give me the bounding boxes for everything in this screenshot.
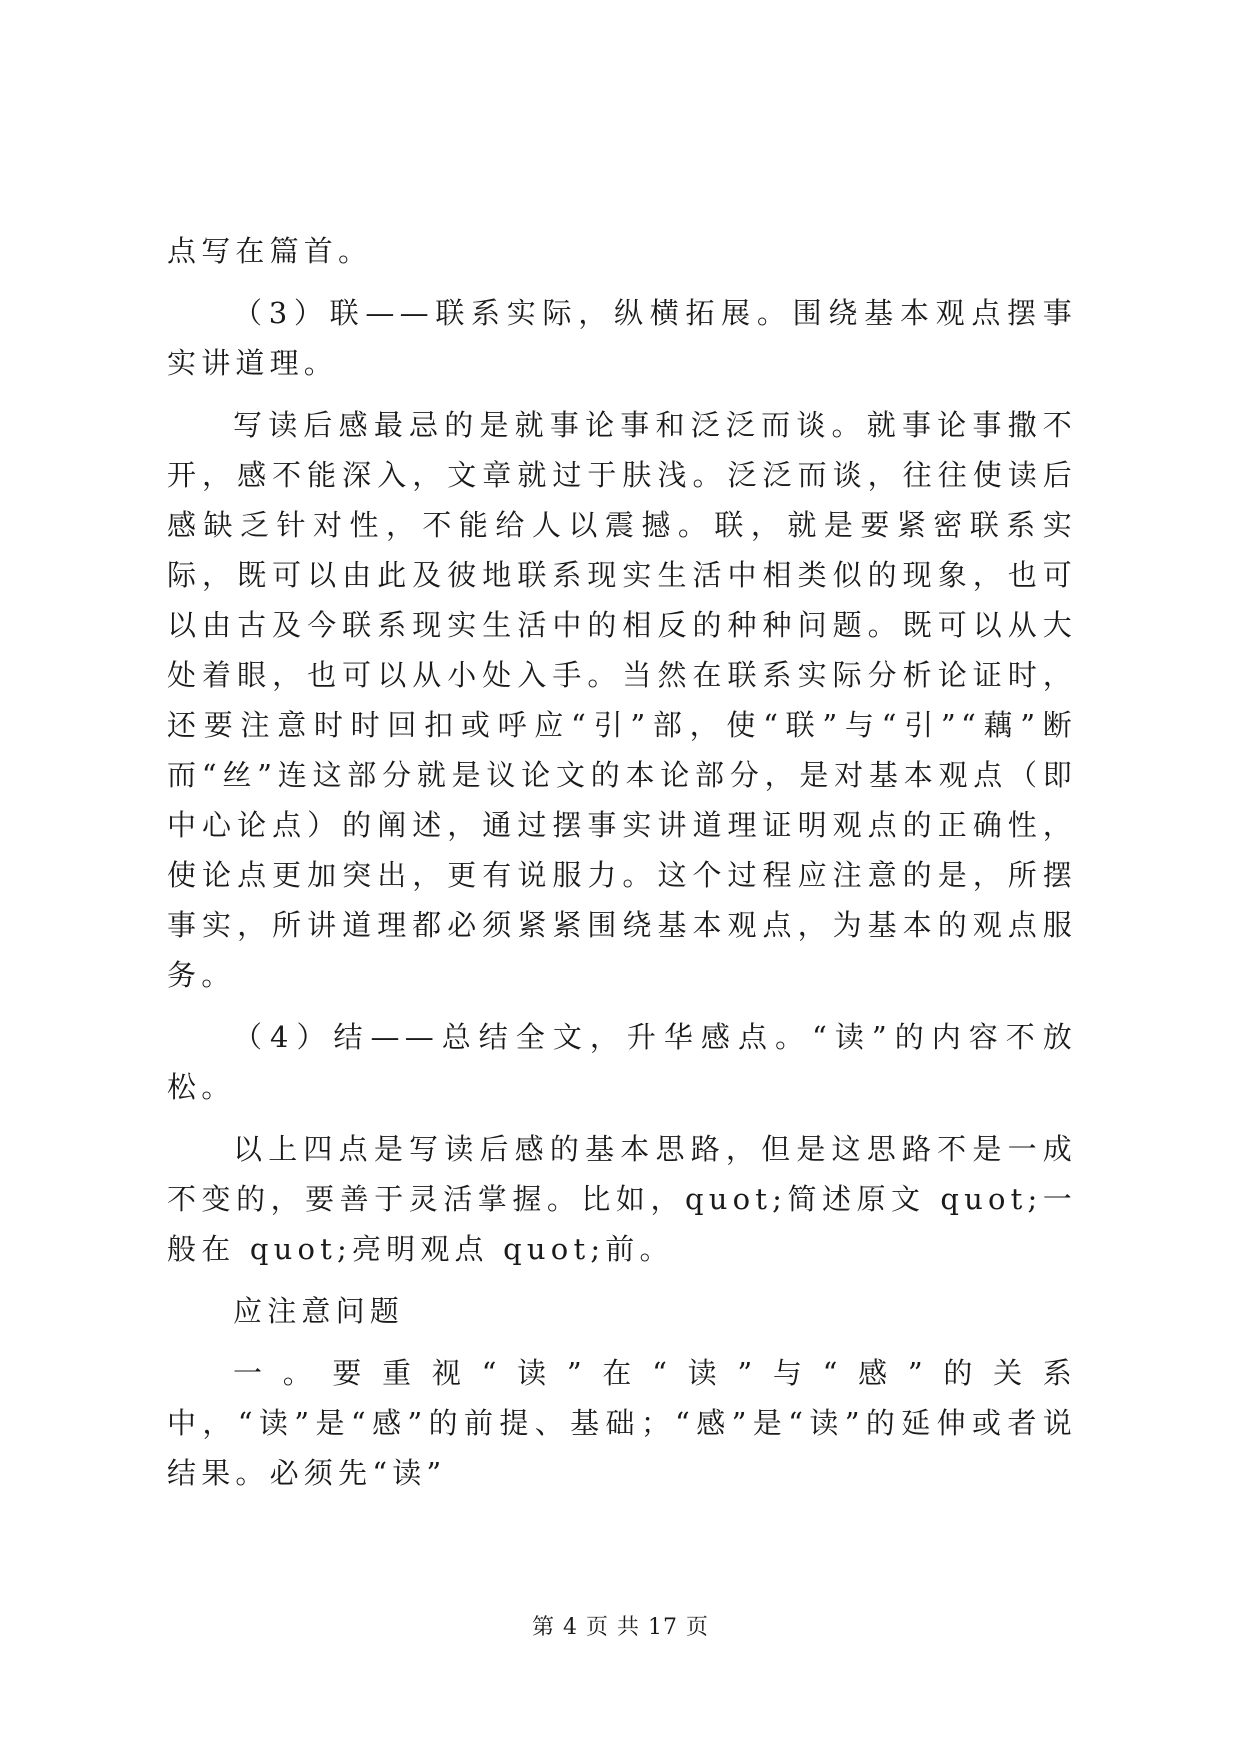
paragraph: 以上四点是写读后感的基本思路，但是这思路不是一成不变的，要善于灵活掌握。比如，quot;简述原文 quot;一般在 quot;亮明观点 quot;前。 [167, 1132, 1077, 1266]
paragraph: （3）联——联系实际，纵横拓展。围绕基本观点摆事实讲道理。 [167, 296, 1077, 380]
page-number-label: 第 4 页 共 17 页 [532, 1615, 709, 1640]
paragraph: 写读后感最忌的是就事论事和泛泛而谈。就事论事撒不开，感不能深入，文章就过于肤浅。泛泛而谈，往往使读后感缺乏针对性，不能给人以震撼。联，就是要紧密联系实际，既可以由此及彼地联系现实生活中相类似的现象，也可以由古及今联系现实生活中的相反的种种问题。既可以从大处着眼，也可以从小处入手。当然在联系实际分析论证时，还要注意时时回扣或呼应“引”部，使“联”与“引”“藕”断而“丝”连这部分就是议论文的本论部分，是对基本观点（即中心论点）的阐述，通过摆事实讲道理证明观点的正确性，使论点更加突出，更有说服力。这个过程应注意的是，所摆事实，所讲道理都必须紧紧围绕基本观点，为基本的观点服务。 [167, 408, 1077, 992]
document-body [167, 226, 1077, 1510]
section-heading: 应注意问题 [233, 1294, 405, 1328]
paragraph: 一。要重视“读”在“读”与“感”的关系中，“读”是“感”的前提、基础；“感”是“读”的延伸或者说结果。必须先“读” [167, 1356, 1077, 1490]
page-footer [0, 1610, 1241, 1641]
paragraph: （4）结——总结全文，升华感点。“读”的内容不放松。 [167, 1020, 1077, 1104]
paragraph: 点写在篇首。 [167, 234, 373, 268]
